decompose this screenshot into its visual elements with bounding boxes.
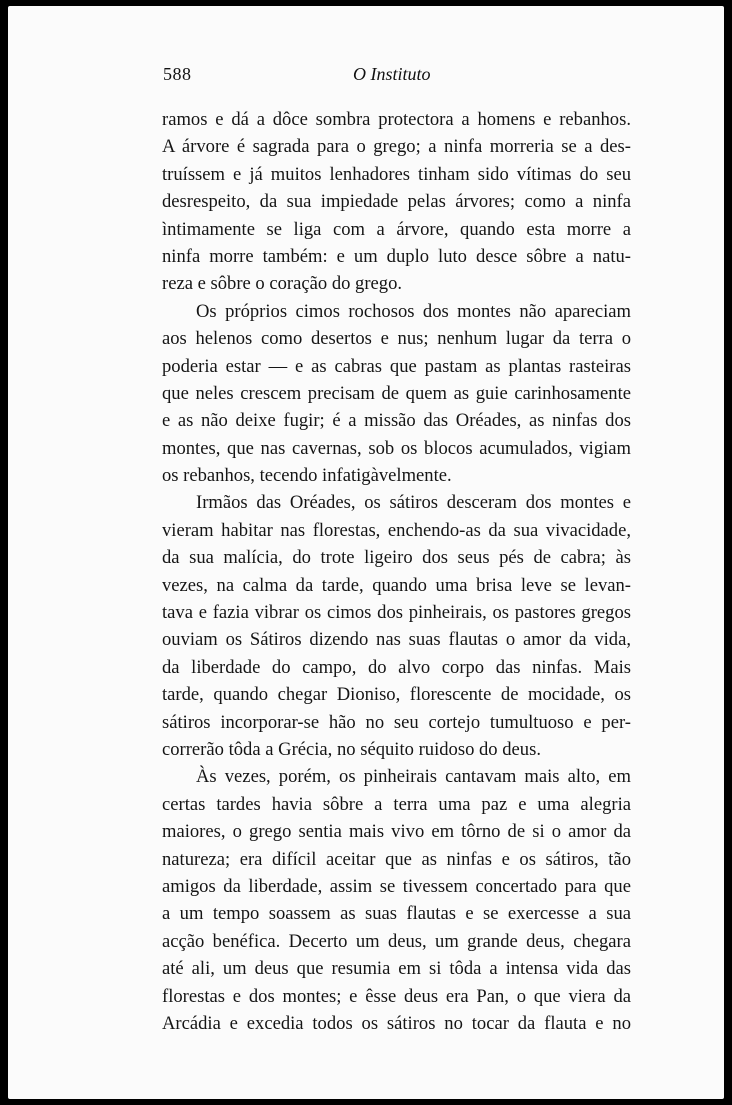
text-line: Arcádia e excedia todos os sátiros no tocar da flauta e no (162, 1012, 631, 1034)
text-line: tava e fazia vibrar os cimos dos pinheirais, os pastores gregos (162, 602, 631, 624)
text-line: A árvore é sagrada para o grego; a ninfa morreria se a des- (162, 136, 631, 158)
text-line: florestas e dos montes; e êsse deus era Pan, o que viera da (162, 985, 631, 1007)
text-line: maiores, o grego sentia mais vivo em tôrno de si o amor da (162, 821, 631, 843)
page-number: 588 (163, 64, 192, 84)
paragraph-first-line: Os próprios cimos rochosos dos montes não apareciam (196, 300, 631, 322)
paragraph-first-line: Às vezes, porém, os pinheirais cantavam mais alto, em (196, 766, 631, 788)
book-page (8, 6, 724, 1099)
text-line: vezes, na calma da tarde, quando uma brisa leve se levan- (162, 574, 631, 596)
text-line: ìntimamente se liga com a árvore, quando esta morre a (162, 218, 631, 240)
page-header (8, 64, 724, 92)
text-line: montes, que nas cavernas, sob os blocos acumulados, vigiam (162, 437, 631, 459)
body-text (162, 106, 631, 1037)
text-line: os rebanhos, tecendo infatigàvelmente. (162, 465, 452, 487)
text-line: a um tempo soassem as suas flautas e se exercesse a sua (162, 903, 631, 925)
text-line: tarde, quando chegar Dioniso, florescente de mocidade, os (162, 684, 631, 706)
text-line: ramos e dá a dôce sombra protectora a homens e rebanhos. (162, 109, 631, 130)
text-line: correrão tôda a Grécia, no séquito ruidoso do deus. (162, 738, 541, 760)
text-line: amigos da liberdade, assim se tivessem concertado para que (162, 875, 631, 897)
text-line: desrespeito, da sua impiedade pelas árvores; como a ninfa (162, 191, 631, 213)
text-line: ouviam os Sátiros dizendo nas suas flautas o amor da vida, (162, 629, 631, 651)
text-line: vieram habitar nas florestas, enchendo-as da sua vivacidade, (162, 519, 631, 541)
text-line: da sua malícia, do trote ligeiro dos seus pés de cabra; às (162, 547, 631, 569)
text-line: ninfa morre também: e um duplo luto desce sôbre a natu- (162, 245, 631, 267)
text-line: até ali, um deus que resumia em si tôda a intensa vida das (162, 958, 631, 980)
paragraph-first-line: Irmãos das Oréades, os sátiros desceram dos montes e (196, 492, 631, 514)
text-line: da liberdade do campo, do alvo corpo das ninfas. Mais (162, 656, 631, 678)
text-line: certas tardes havia sôbre a terra uma paz e uma alegria (162, 793, 631, 815)
text-line: reza e sôbre o coração do grego. (162, 273, 403, 295)
text-line: sátiros incorporar-se hão no seu cortejo tumultuoso e per- (162, 711, 631, 733)
running-title: O Instituto (353, 64, 431, 84)
text-line: acção benéfica. Decerto um deus, um grande deus, chegara (162, 930, 631, 952)
text-line: truíssem e já muitos lenhadores tinham sido vítimas do seu (162, 163, 631, 185)
text-line: natureza; era difícil aceitar que as ninfas e os sátiros, tão (162, 848, 631, 870)
text-line: poderia estar — e as cabras que pastam as plantas rasteiras (162, 355, 631, 377)
text-line: que neles crescem precisam de quem as guie carinhosamente (162, 382, 631, 404)
text-line: e as não deixe fugir; é a missão das Oréades, as ninfas dos (162, 410, 631, 432)
text-line: aos helenos como desertos e nus; nenhum lugar da terra o (162, 328, 631, 350)
